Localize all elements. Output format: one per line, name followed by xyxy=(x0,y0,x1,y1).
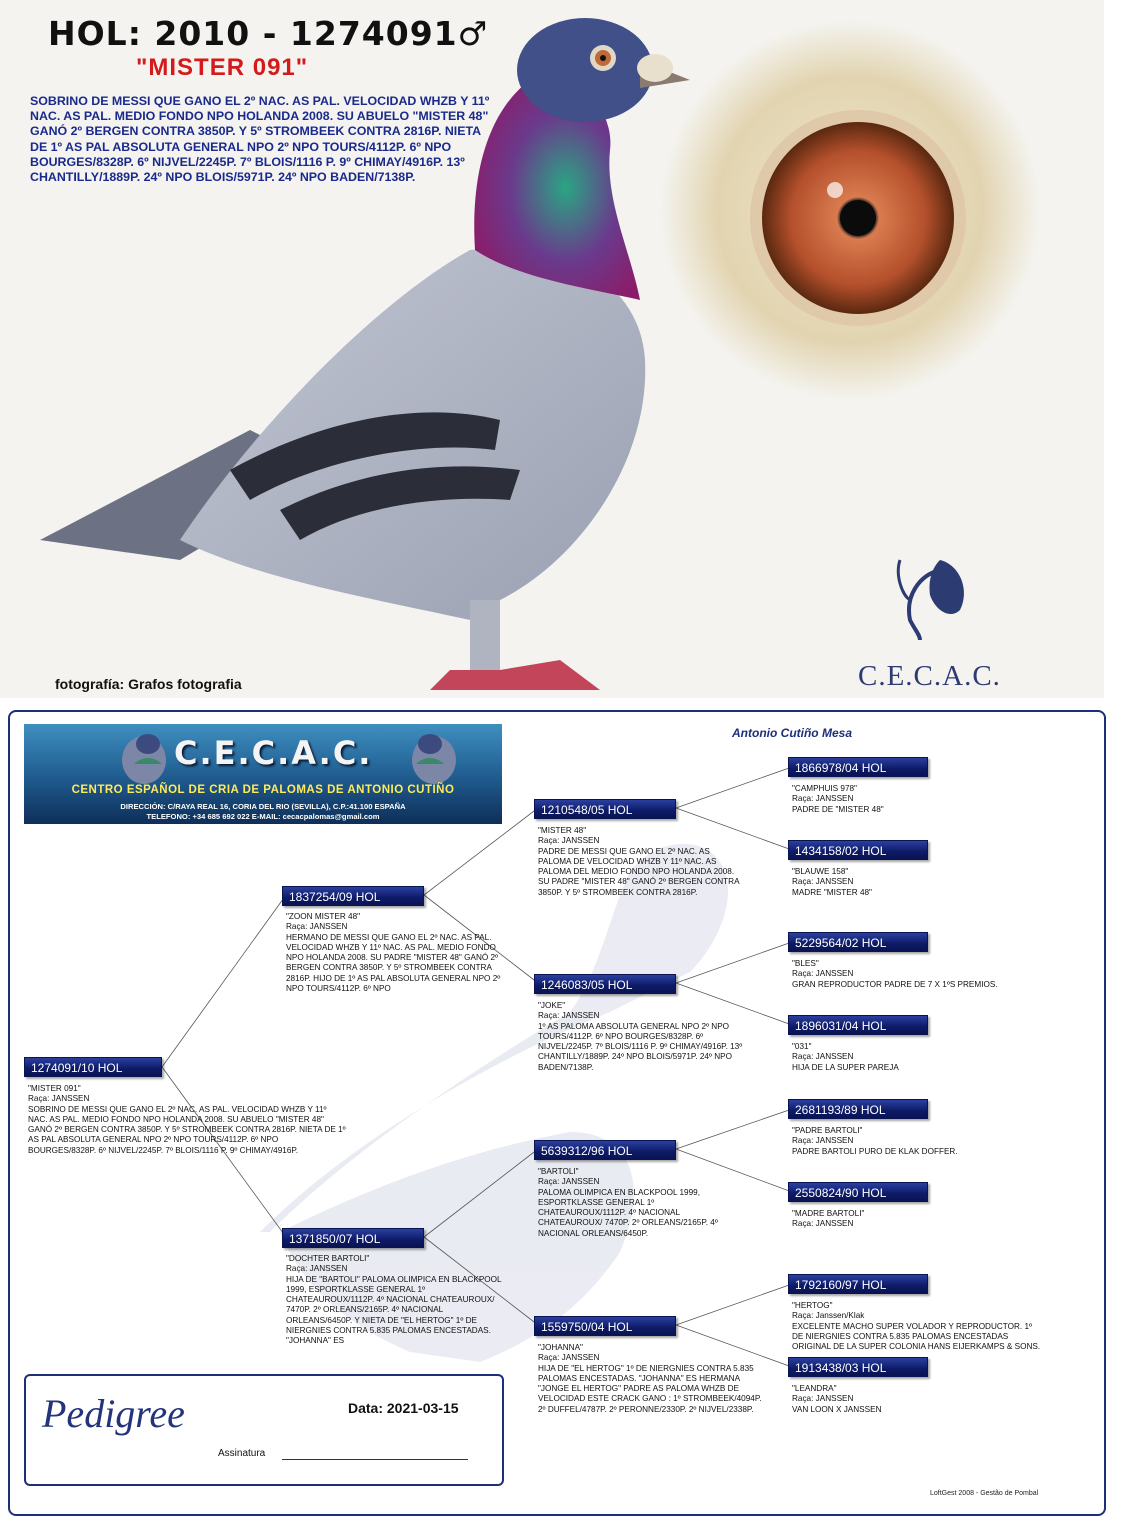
bird-box-dss[interactable]: 2681193/89 HOL xyxy=(788,1099,928,1119)
bird-race: Raça: JANSSEN xyxy=(538,1177,600,1187)
bird-name: "PADRE BARTOLI" xyxy=(792,1126,863,1135)
bird-info-dam-dam xyxy=(538,1343,762,1415)
bird-race: Raça: JANSSEN xyxy=(538,1011,600,1021)
ring-number-title: HOL: 2010 - 1274091♂ xyxy=(48,14,489,53)
bird-desc: 1º AS PALOMA ABSOLUTA GENERAL NPO 2º NPO TOURS/4112P. 6º NPO BOURGES/8328P. 6º NIJVEL/2245P. 7º BLOIS/1116 P. 9º CHIMAY/4916P. 13º CHANTILLY/1889P. 24º NPO BLOIS/5971P. 24º NPO BADEN/7138P. xyxy=(538,1021,743,1072)
bird-info-dds xyxy=(792,1301,1042,1352)
bird-race: Raça: JANSSEN xyxy=(792,1394,854,1404)
bird-desc: PADRE DE "MISTER 48" xyxy=(792,804,884,814)
owner-name: Antonio Cutiño Mesa xyxy=(732,726,852,740)
bird-race: Raça: JANSSEN xyxy=(538,836,600,846)
signature-line[interactable] xyxy=(282,1459,468,1460)
bird-info-dss xyxy=(792,1126,1052,1157)
bird-box-ssd[interactable]: 1434158/02 HOL xyxy=(788,840,928,860)
bird-desc: HIJA DE LA SUPER PAREJA xyxy=(792,1062,899,1072)
dove-logo-icon xyxy=(880,540,990,650)
bird-info-sire-sire xyxy=(538,826,744,898)
bird-desc: HIJA DE "BARTOLI" PALOMA OLIMPICA EN BLACKPOOL 1999, ESPORTKLASSE GENERAL 1º CHATEAUROUX/1112P. 4º NACIONAL CHATEAUROUX/ 7470P. 2º ORLEANS/2165P. 4º NACIONAL ORLEANS/6450P. Y NIETA DE "EL HERTOG" 1º DE NIERGNIES CONTRA 5.835 PALOMAS ENCESTADAS. "JOHANNA" ES xyxy=(286,1274,502,1346)
bird-box-dsd[interactable]: 2550824/90 HOL xyxy=(788,1182,928,1202)
bird-race: Raça: JANSSEN xyxy=(792,794,854,804)
bird-name: "MADRE BARTOLI" xyxy=(792,1209,865,1218)
bird-info-sdd xyxy=(792,1042,1042,1073)
bird-name: "ZOON MISTER 48" xyxy=(286,912,361,921)
bird-race: Raça: JANSSEN xyxy=(28,1094,90,1104)
bird-info-sds xyxy=(792,959,1052,990)
bird-info-subject xyxy=(28,1084,348,1156)
bird-info-dam xyxy=(286,1254,510,1347)
banner-contact: TELEFONO: +34 685 692 022 E-MAIL: cecacpalomas@gmail.com xyxy=(146,812,380,821)
bird-race: Raça: JANSSEN xyxy=(286,922,348,932)
bird-box-sire[interactable]: 1837254/09 HOL xyxy=(282,886,424,906)
pedigree-date: Data: 2021-03-15 xyxy=(348,1400,459,1416)
bird-box-dam-sire[interactable]: 5639312/96 HOL xyxy=(534,1140,676,1160)
bird-box-ddd[interactable]: 1913438/03 HOL xyxy=(788,1357,928,1377)
cecac-banner xyxy=(24,724,502,824)
pigeon-description: SOBRINO DE MESSI QUE GANO EL 2º NAC. AS PAL. VELOCIDAD WHZB Y 11º NAC. AS PAL. MEDIO FONDO NPO HOLANDA 2008. SU ABUELO "MISTER 48" GANÓ 2º BERGEN CONTRA 3850P. Y 5º STROMBEEK CONTRA 2816P. NIETA DE 1º AS PAL ABSOLUTA GENERAL NPO 2º NPO TOURS/4112P. 6º NPO BOURGES/8328P. 6º NIJVEL/2245P. 7º BLOIS/1116 P. 9º CHIMAY/4916P. 13º CHANTILLY/1889P. 24º NPO BLOIS/5971P. 24º NPO BADEN/7138P. xyxy=(30,94,490,185)
software-credit: LoftGest 2008 - Gestão de Pombal xyxy=(930,1490,1039,1497)
bird-name: "DOCHTER BARTOLI" xyxy=(286,1254,370,1263)
bird-race: Raça: JANSSEN xyxy=(286,1264,348,1274)
bird-info-sire-dam xyxy=(538,1001,744,1073)
signature-label: Assinatura xyxy=(218,1448,266,1459)
bird-race: Raça: JANSSEN xyxy=(792,877,854,887)
banner-subtitle: CENTRO ESPAÑOL DE CRIA DE PALOMAS DE ANTONIO CUTIÑO xyxy=(71,784,455,796)
pedigree-logo: Pedigree xyxy=(42,1391,185,1436)
bird-name: "HERTOG" xyxy=(792,1301,833,1310)
bird-box-sire-sire[interactable]: 1210548/05 HOL xyxy=(534,799,676,819)
bird-info-dsd xyxy=(792,1209,1042,1230)
bird-info-sss xyxy=(792,784,1042,815)
photo-credit: fotografía: Grafos fotografia xyxy=(55,676,242,692)
bird-box-dam[interactable]: 1371850/07 HOL xyxy=(282,1228,424,1248)
bird-name: "LEANDRA" xyxy=(792,1384,837,1393)
bird-name: "BARTOLI" xyxy=(538,1167,579,1176)
cecac-logo: C.E.C.A.C. xyxy=(858,660,1001,692)
bird-desc: HIJA DE "EL HERTOG" 1º DE NIERGNIES CONTRA 5.835 PALOMAS ENCESTADAS. "JOHANNA" ES HERMANA "JONGE EL HERTOG" PADRE AS PALOMA WHZB DE VELOCIDAD ESTE CRACK GANO : 1º STROMBEEK/4094P. 2º DUFFEL/4787P. 2º PERONNE/2330P. 2º NIJVEL/2338P. xyxy=(538,1363,762,1414)
bird-info-ddd xyxy=(792,1384,1042,1415)
bird-name: "MISTER 48" xyxy=(538,826,587,835)
bird-desc: MADRE "MISTER 48" xyxy=(792,887,872,897)
banner-pigeon-right-icon xyxy=(404,730,464,786)
banner-address: DIRECCIÓN: C/RAYA REAL 16, CORIA DEL RIO (SEVILLA), C.P.:41.100 ESPAÑA xyxy=(120,802,406,811)
bird-box-sss[interactable]: 1866978/04 HOL xyxy=(788,757,928,777)
bird-info-dam-sire xyxy=(538,1167,744,1239)
bird-desc: VAN LOON X JANSSEN xyxy=(792,1404,882,1414)
bird-desc: GRAN REPRODUCTOR PADRE DE 7 X 1ºS PREMIOS. xyxy=(792,979,998,989)
bird-race: Raça: JANSSEN xyxy=(792,1219,854,1229)
bird-info-sire xyxy=(286,912,510,994)
bird-box-sds[interactable]: 5229564/02 HOL xyxy=(788,932,928,952)
bird-race: Raça: JANSSEN xyxy=(538,1353,600,1363)
bird-name: "JOHANNA" xyxy=(538,1343,583,1352)
bird-info-ssd xyxy=(792,867,1042,898)
bird-desc: SOBRINO DE MESSI QUE GANO EL 2º NAC. AS PAL. VELOCIDAD WHZB Y 11º NAC. AS PAL. MEDIO FONDO NPO HOLANDA 2008. SU ABUELO "MISTER 48" GANÓ 2º BERGEN CONTRA 3850P. Y 5º STROMBEEK CONTRA 2816P. NIETA DE 1º AS PAL ABSOLUTA GENERAL NPO 2º NPO TOURS/4112P. 6º NPO BOURGES/8328P. 6º NIJVEL/2245P. 7º BLOIS/1116 P. 9º CHIMAY/4916P. xyxy=(28,1104,346,1155)
banner-pigeon-icon xyxy=(114,730,174,786)
banner-title: C.E.C.A.C. xyxy=(174,734,373,772)
bird-desc: PADRE BARTOLI PURO DE KLAK DOFFER. xyxy=(792,1146,958,1156)
bird-race: Raça: JANSSEN xyxy=(792,1052,854,1062)
bird-box-sdd[interactable]: 1896031/04 HOL xyxy=(788,1015,928,1035)
photo-section xyxy=(0,0,1104,698)
bird-desc: PADRE DE MESSI QUE GANO EL 2º NAC. AS PALOMA DE VELOCIDAD WHZB Y 11º NAC. AS PALOMA DEL MEDIO FONDO NPO HOLANDA 2008. SU PADRE "MISTER 48" GANÓ 2º BERGEN CONTRA 3850P. Y 5º STROMBEEK CONTRA 2816P. xyxy=(538,846,740,897)
bird-desc: HERMANO DE MESSI QUE GANO EL 2º NAC. AS PAL. VELOCIDAD WHZB Y 11º NAC. AS PAL. MEDIO FONDO NPO HOLANDA 2008. SU PADRE "MISTER 48" GANÓ 2º BERGEN CONTRA 3850P. Y 5º STROMBEEK CONTRA 2816P. HIJO DE 1º AS PAL ABSOLUTA GENERAL NPO 2º NPO TOURS/4112P. 6º NPO xyxy=(286,932,501,994)
pigeon-name: "MISTER 091" xyxy=(136,54,309,81)
bird-box-sire-dam[interactable]: 1246083/05 HOL xyxy=(534,974,676,994)
signature-box xyxy=(24,1374,504,1486)
bird-race: Raça: JANSSEN xyxy=(792,969,854,979)
bird-name: "MISTER 091" xyxy=(28,1084,81,1093)
bird-name: "031" xyxy=(792,1042,812,1051)
bird-name: "BLES" xyxy=(792,959,819,968)
bird-race: Raça: Janssen/Klak xyxy=(792,1311,865,1321)
bird-name: "BLAUWE 158" xyxy=(792,867,849,876)
bird-box-dam-dam[interactable]: 1559750/04 HOL xyxy=(534,1316,676,1336)
bird-name: "JOKE" xyxy=(538,1001,566,1010)
bird-name: "CAMPHUIS 978" xyxy=(792,784,857,793)
bird-desc: EXCELENTE MACHO SUPER VOLADOR Y REPRODUCTOR. 1º DE NIERGNIES CONTRA 5.835 PALOMAS ENCESTADAS ORIGINAL DE LA SUPER COLONIA HANS EIJERKAMPS & SONS. xyxy=(792,1321,1041,1352)
bird-desc: PALOMA OLIMPICA EN BLACKPOOL 1999, ESPORTKLASSE GENERAL 1º CHATEAUROUX/1112P. 4º NACIONAL CHATEAUROUX/ 7470P. 2º ORLEANS/2165P. 4º NACIONAL ORLEANS/6450P. xyxy=(538,1187,718,1238)
bird-box-dds[interactable]: 1792160/97 HOL xyxy=(788,1274,928,1294)
pedigree-chart xyxy=(8,710,1106,1516)
bird-box-subject[interactable]: 1274091/10 HOL xyxy=(24,1057,162,1077)
bird-race: Raça: JANSSEN xyxy=(792,1136,854,1146)
